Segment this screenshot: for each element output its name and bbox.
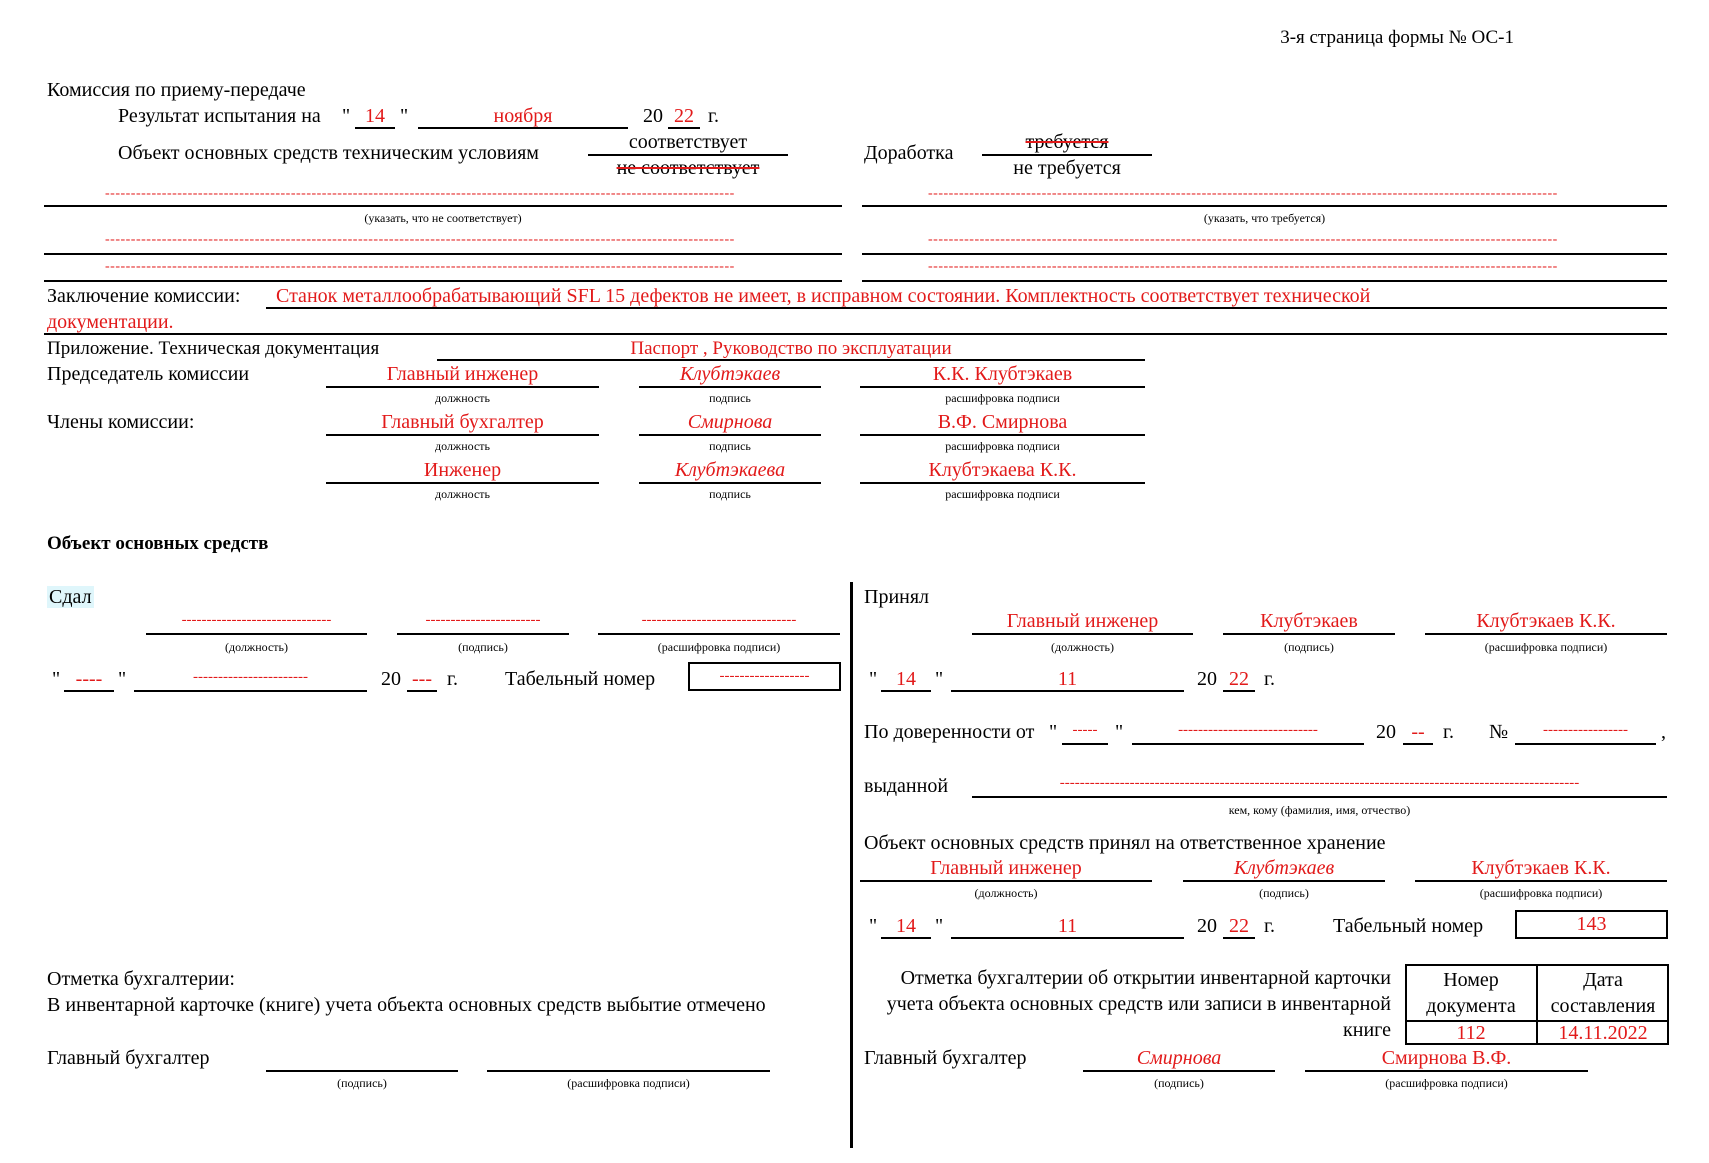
acc-mark-line-3: книге [1343, 1019, 1391, 1041]
member-1-signature[interactable]: Смирнова [687, 411, 773, 433]
quote-open: " [869, 915, 878, 937]
test-year-suffix: г. [708, 105, 719, 127]
conclusion-text-1[interactable]: Станок металлообрабатывающий SFL 15 дефектов не имеет, в исправном состоянии. Комплектность соответствует технической [276, 285, 1371, 307]
test-century: 20 [643, 105, 663, 127]
chair-signature[interactable]: Клубтэкаев [679, 363, 781, 385]
right-chief-signature[interactable]: Смирнова [1136, 1047, 1222, 1069]
acc-mark-line-2: учета объекта основных средств или записи в инвентарной [886, 993, 1391, 1015]
proxy-century: 20 [1376, 721, 1396, 743]
required-line-2[interactable]: -------------------------------------------------------------------------------------------------------------------------- [928, 232, 1558, 247]
accounting-text: В инвентарной карточке (книге) учета объекта основных средств выбытие отмечено [47, 994, 766, 1016]
not-corresponding-line-2[interactable]: -------------------------------------------------------------------------------------------------------------------------- [105, 232, 735, 247]
members-label: Члены комиссии: [47, 411, 195, 433]
not-corresponding-line-3[interactable]: -------------------------------------------------------------------------------------------------------------------------- [105, 259, 735, 274]
custody-century: 20 [1197, 915, 1217, 937]
hint-decoding: расшифровка подписи [945, 391, 1060, 405]
accepted-signature[interactable]: Клубтэкаев [1260, 610, 1358, 632]
quote-close: " [1115, 721, 1124, 743]
hint-not-corresponding: (указать, что не соответствует) [364, 211, 522, 225]
hint-decoding: расшифровка подписи [945, 487, 1060, 501]
test-year[interactable]: 22 [674, 105, 694, 127]
proxy-year-suffix: г. [1443, 721, 1454, 743]
member-2-signature[interactable]: Клубтэкаева [674, 459, 786, 481]
custody-decoding[interactable]: Клубтэкаев К.К. [1471, 857, 1611, 879]
left-chief-accountant-label: Главный бухгалтер [47, 1047, 210, 1069]
hint-signature: подпись [709, 439, 751, 453]
handed-tab-value[interactable]: ------------------ [719, 668, 810, 684]
handed-signature[interactable]: ----------------------- [425, 612, 541, 628]
left-chief-signature-line[interactable] [266, 1070, 458, 1072]
left-chief-decoding-line[interactable] [487, 1070, 770, 1072]
quote-close: " [935, 915, 944, 937]
not-corresponding-line-1[interactable]: -------------------------------------------------------------------------------------------------------------------------- [105, 186, 735, 201]
hint-position: (должность) [225, 640, 288, 654]
hint-signature: (подпись) [1284, 640, 1334, 654]
acc-mark-line-1: Отметка бухгалтерии об открытии инвентарной карточки [900, 967, 1391, 989]
custody-position[interactable]: Главный инженер [930, 857, 1082, 879]
handed-year-suffix: г. [447, 668, 458, 690]
hint-position: (должность) [974, 886, 1038, 900]
accepted-year-suffix: г. [1264, 668, 1275, 690]
member-1-position[interactable]: Главный бухгалтер [381, 411, 544, 433]
custody-signature[interactable]: Клубтэкаев [1233, 857, 1335, 879]
appendix-value[interactable]: Паспорт , Руководство по эксплуатации [630, 338, 952, 359]
custody-label: Объект основных средств принял на ответственное хранение [864, 832, 1386, 854]
chair-position[interactable]: Главный инженер [386, 363, 539, 385]
accepted-position[interactable]: Главный инженер [1006, 610, 1159, 632]
acc-doc-date[interactable]: 14.11.2022 [1558, 1022, 1648, 1044]
accepted-label: Принял [864, 586, 930, 608]
hint-signature: (подпись) [1259, 886, 1309, 900]
option-required[interactable]: требуется [1025, 131, 1109, 153]
form-page-label: 3-я страница формы № ОС-1 [1280, 27, 1514, 48]
hint-signature: подпись [709, 391, 751, 405]
custody-year-suffix: г. [1264, 915, 1275, 937]
custody-tab-label: Табельный номер [1333, 915, 1484, 937]
proxy-month[interactable]: ---------------------------- [1178, 722, 1318, 738]
proxy-day[interactable]: ----- [1072, 722, 1098, 738]
hint-decoding: (расшифровка подписи) [567, 1076, 690, 1090]
result-label: Результат испытания на [118, 105, 321, 127]
issued-hint: кем, кому (фамилия, имя, отчество) [1228, 803, 1411, 817]
member-2-name[interactable]: Клубтэкаева К.К. [928, 459, 1077, 481]
handed-tab-label: Табельный номер [505, 668, 656, 690]
hint-position: (должность) [1051, 640, 1114, 654]
acc-table-header-number-2: документа [1426, 995, 1516, 1017]
required-line-3[interactable]: -------------------------------------------------------------------------------------------------------------------------- [928, 259, 1558, 274]
accepted-month[interactable]: 11 [1057, 668, 1078, 690]
acc-table-header-number: Номер [1443, 969, 1499, 991]
member-1-name[interactable]: В.Ф. Смирнова [937, 411, 1068, 433]
accepted-decoding[interactable]: Клубтэкаев К.К. [1476, 610, 1616, 632]
option-not-required[interactable]: не требуется [1013, 157, 1121, 179]
hint-signature: подпись [709, 487, 751, 501]
accepted-day[interactable]: 14 [896, 668, 916, 690]
hint-required: (указать, что требуется) [1203, 211, 1326, 225]
accounting-title: Отметка бухгалтерии: [47, 968, 235, 990]
test-day[interactable]: 14 [365, 105, 385, 127]
hint-position: должность [435, 439, 490, 453]
member-2-position[interactable]: Инженер [423, 459, 502, 481]
hint-signature: (подпись) [458, 640, 508, 654]
right-chief-decoding[interactable]: Смирнова В.Ф. [1381, 1047, 1512, 1069]
test-month[interactable]: ноября [493, 105, 553, 127]
accepted-year[interactable]: 22 [1229, 668, 1249, 690]
acc-doc-number[interactable]: 112 [1456, 1022, 1486, 1044]
acc-table-header-date-2: составления [1550, 995, 1656, 1017]
quote-open: " [1049, 721, 1058, 743]
acc-table-header-date: Дата [1583, 969, 1623, 991]
hint-decoding: расшифровка подписи [945, 439, 1060, 453]
accepted-century: 20 [1197, 668, 1217, 690]
hint-decoding: (расшифровка подписи) [657, 640, 781, 654]
hint-decoding: (расшифровка подписи) [1385, 1076, 1508, 1090]
appendix-label: Приложение. Техническая документация [47, 338, 380, 359]
conclusion-text-2[interactable]: документации. [47, 311, 174, 333]
hint-signature: (подпись) [337, 1076, 387, 1090]
handed-label: Сдал [49, 586, 92, 608]
hint-decoding: (расшифровка подписи) [1484, 640, 1608, 654]
issued-label: выданной [864, 775, 949, 797]
chair-name[interactable]: К.К. Клубтэкаев [932, 363, 1073, 385]
quote-open: " [52, 668, 61, 690]
right-chief-accountant-label: Главный бухгалтер [864, 1047, 1027, 1069]
handed-century: 20 [381, 668, 401, 690]
custody-tab-value[interactable]: 143 [1576, 913, 1607, 935]
proxy-year[interactable]: -- [1411, 721, 1425, 743]
hint-decoding: (расшифровка подписи) [1479, 886, 1603, 900]
quote-open: " [869, 668, 878, 690]
quote-close: " [118, 668, 127, 690]
commission-label: Комиссия по приему-передаче [47, 79, 306, 101]
hint-position: должность [435, 487, 490, 501]
section-title: Объект основных средств [47, 533, 269, 554]
quote-open: " [342, 105, 351, 127]
handed-day[interactable]: ---- [75, 668, 103, 690]
column-divider [850, 582, 853, 1148]
quote-close: " [400, 105, 409, 127]
object-conditions-label: Объект основных средств техническим условиям [118, 142, 539, 164]
quote-close: " [935, 668, 944, 690]
proxy-comma: , [1661, 721, 1666, 743]
hint-position: должность [435, 391, 490, 405]
conclusion-label: Заключение комиссии: [47, 285, 241, 307]
proxy-number-label: № [1489, 721, 1509, 743]
handed-decoding[interactable]: ------------------------------- [641, 612, 797, 628]
option-corresponds[interactable]: соответствует [628, 131, 748, 153]
proxy-label: По доверенности от [864, 721, 1035, 743]
option-not-corresponds[interactable]: не соответствует [616, 157, 760, 179]
handed-position[interactable]: ------------------------------ [181, 612, 332, 628]
custody-year[interactable]: 22 [1229, 915, 1249, 937]
handed-month[interactable]: ----------------------- [193, 669, 308, 685]
rework-label: Доработка [864, 142, 954, 164]
required-line-1[interactable]: -------------------------------------------------------------------------------------------------------------------------- [928, 186, 1558, 201]
hint-signature: (подпись) [1154, 1076, 1204, 1090]
issued-value[interactable]: -------------------------------------------------------------------------------------------------------- [1059, 775, 1580, 791]
proxy-number[interactable]: ----------------- [1543, 722, 1628, 738]
chair-label: Председатель комиссии [47, 363, 250, 385]
handed-year[interactable]: --- [412, 668, 432, 690]
custody-day[interactable]: 14 [896, 915, 916, 937]
custody-month[interactable]: 11 [1057, 915, 1078, 937]
